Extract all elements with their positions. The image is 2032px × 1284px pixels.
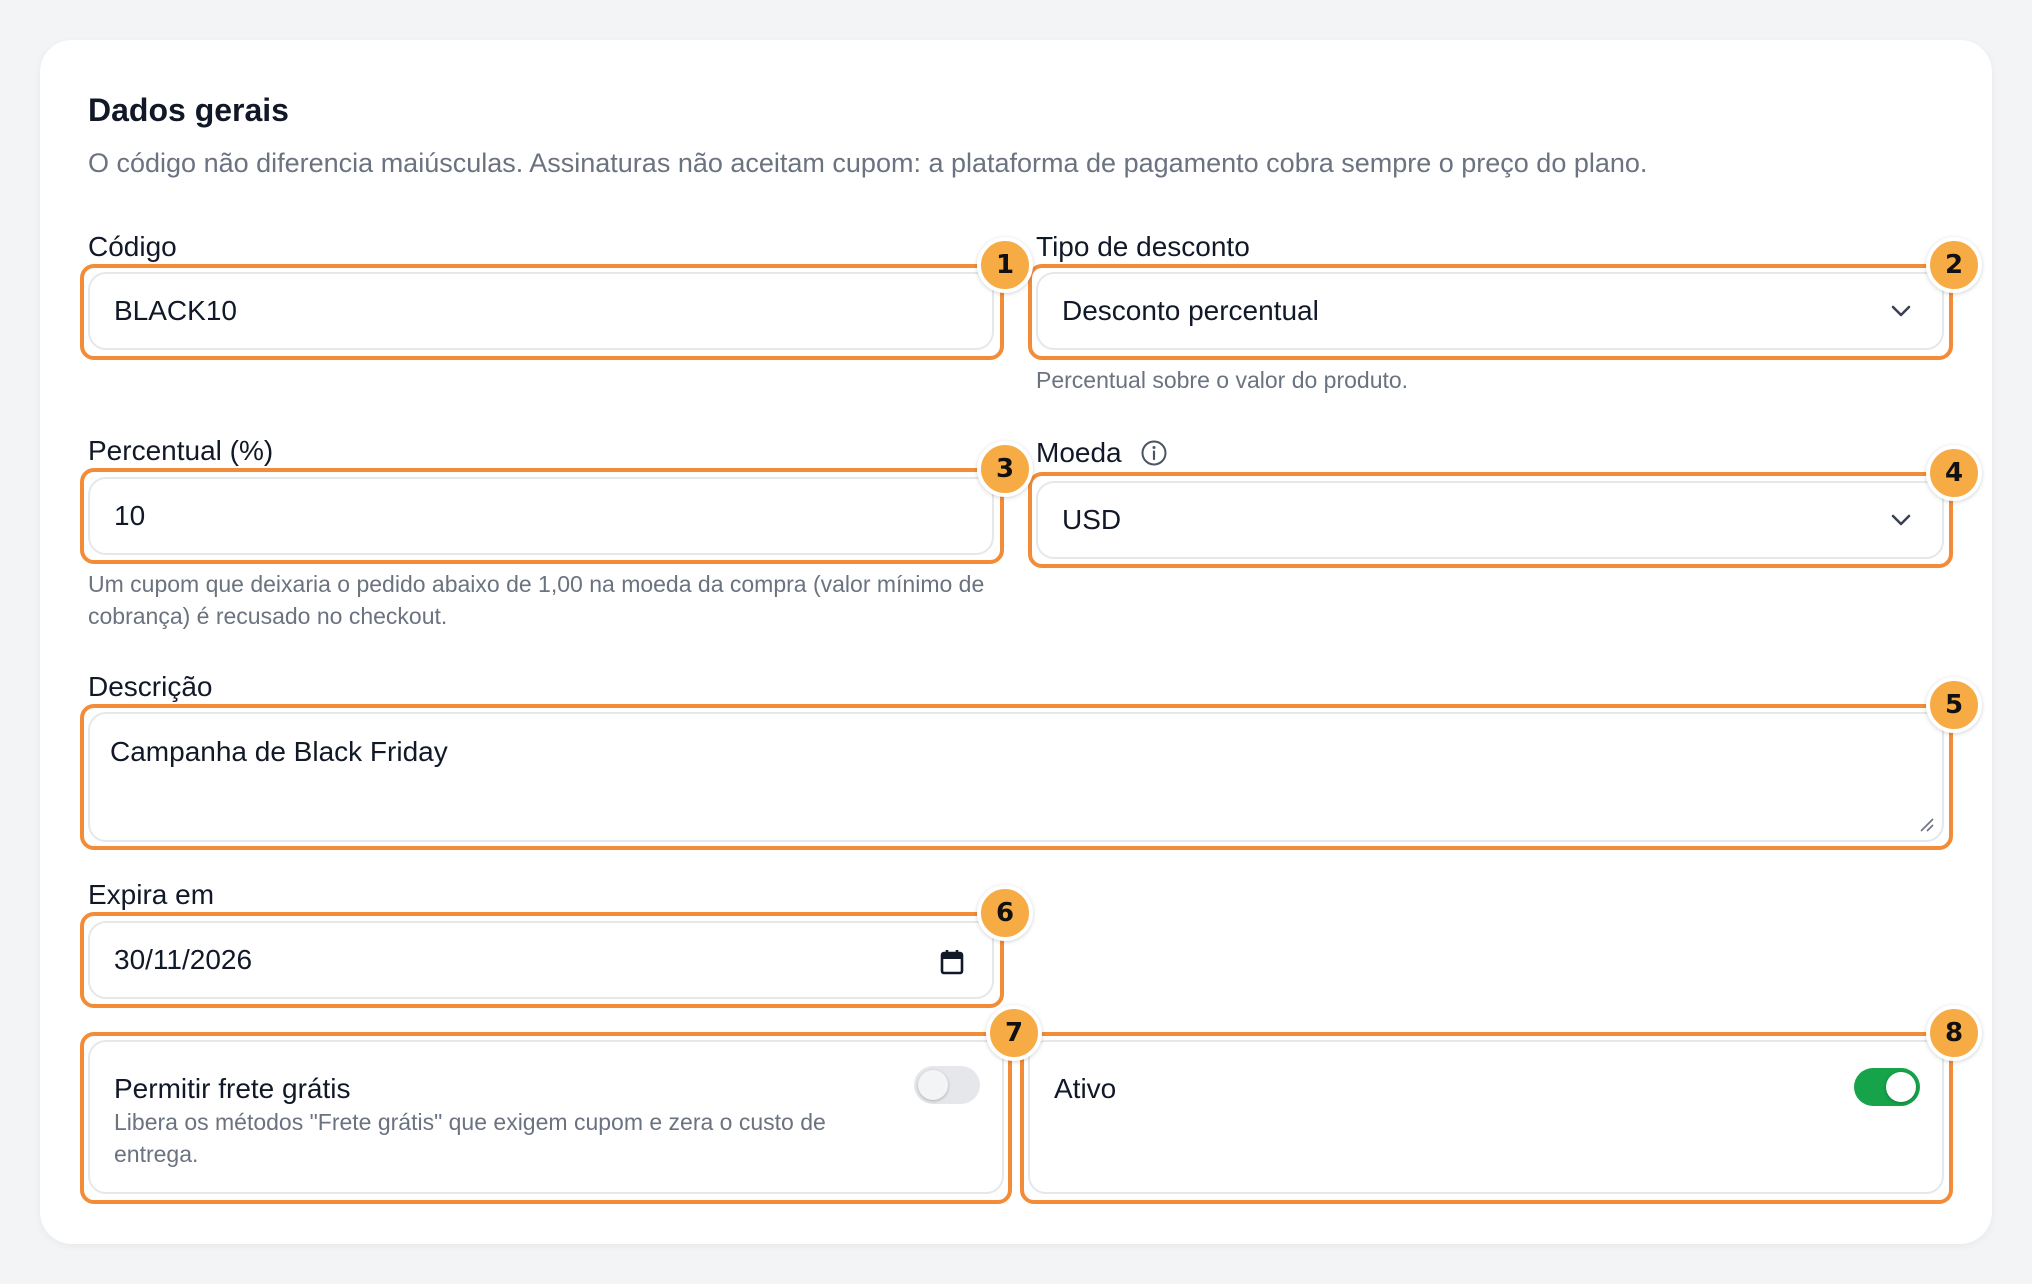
toggle-knob: [1886, 1072, 1916, 1102]
frete-gratis-toggle[interactable]: [914, 1066, 980, 1104]
info-icon[interactable]: [1140, 439, 1168, 467]
badge-6: 6: [977, 885, 1033, 941]
badge-2: 2: [1926, 237, 1982, 293]
badge-7: 7: [986, 1005, 1042, 1061]
percentual-value: 10: [114, 500, 146, 531]
ativo-label: Ativo: [1054, 1073, 1117, 1104]
percentual-hint: Um cupom que deixaria o pedido abaixo de 1,00 na moeda da compra (valor mínimo de cobrança) é recusado no checkout.: [88, 571, 985, 629]
badge-3: 3: [977, 441, 1033, 497]
tipo-desconto-select[interactable]: [1036, 272, 1944, 350]
tipo-desconto-value: Desconto percentual: [1062, 295, 1319, 326]
section-subtitle: O código não diferencia maiúsculas. Assinaturas não aceitam cupom: a plataforma de pagamento cobra sempre o preço do plano.: [88, 148, 1648, 178]
resize-handle-icon[interactable]: [1918, 816, 1934, 832]
percentual-input[interactable]: [88, 477, 994, 555]
badge-8: 8: [1926, 1005, 1982, 1061]
tipo-desconto-hint: Percentual sobre o valor do produto.: [1036, 367, 1409, 393]
expira-em-label: Expira em: [88, 879, 215, 910]
expira-em-date-input[interactable]: [88, 921, 994, 999]
codigo-value: BLACK10: [114, 295, 237, 326]
calendar-icon[interactable]: [940, 949, 964, 975]
tipo-desconto-label: Tipo de desconto: [1036, 231, 1250, 262]
ativo-toggle[interactable]: [1854, 1068, 1920, 1106]
moeda-select[interactable]: [1036, 481, 1944, 559]
descricao-label: Descrição: [88, 671, 213, 702]
chevron-down-icon: [1890, 304, 1912, 318]
percentual-label: Percentual (%): [88, 435, 274, 466]
frete-gratis-card: [88, 1040, 1004, 1194]
frete-gratis-label: Permitir frete grátis: [114, 1073, 351, 1104]
moeda-value: USD: [1062, 504, 1122, 535]
descricao-value: Campanha de Black Friday: [110, 736, 448, 767]
badge-1: 1: [977, 237, 1033, 293]
frete-gratis-description: Libera os métodos "Frete grátis" que exigem cupom e zera o custo de entrega.: [114, 1109, 826, 1167]
chevron-down-icon: [1890, 513, 1912, 527]
badge-5: 5: [1926, 677, 1982, 733]
codigo-input[interactable]: [88, 272, 994, 350]
moeda-label: Moeda: [1036, 437, 1122, 468]
toggle-knob: [918, 1070, 948, 1100]
descricao-textarea[interactable]: [88, 712, 1944, 842]
ativo-card: [1028, 1040, 1944, 1194]
codigo-label: Código: [88, 231, 177, 262]
badge-4: 4: [1926, 445, 1982, 501]
section-title: Dados gerais: [88, 92, 289, 128]
expira-em-value: 30/11/2026: [114, 944, 253, 975]
